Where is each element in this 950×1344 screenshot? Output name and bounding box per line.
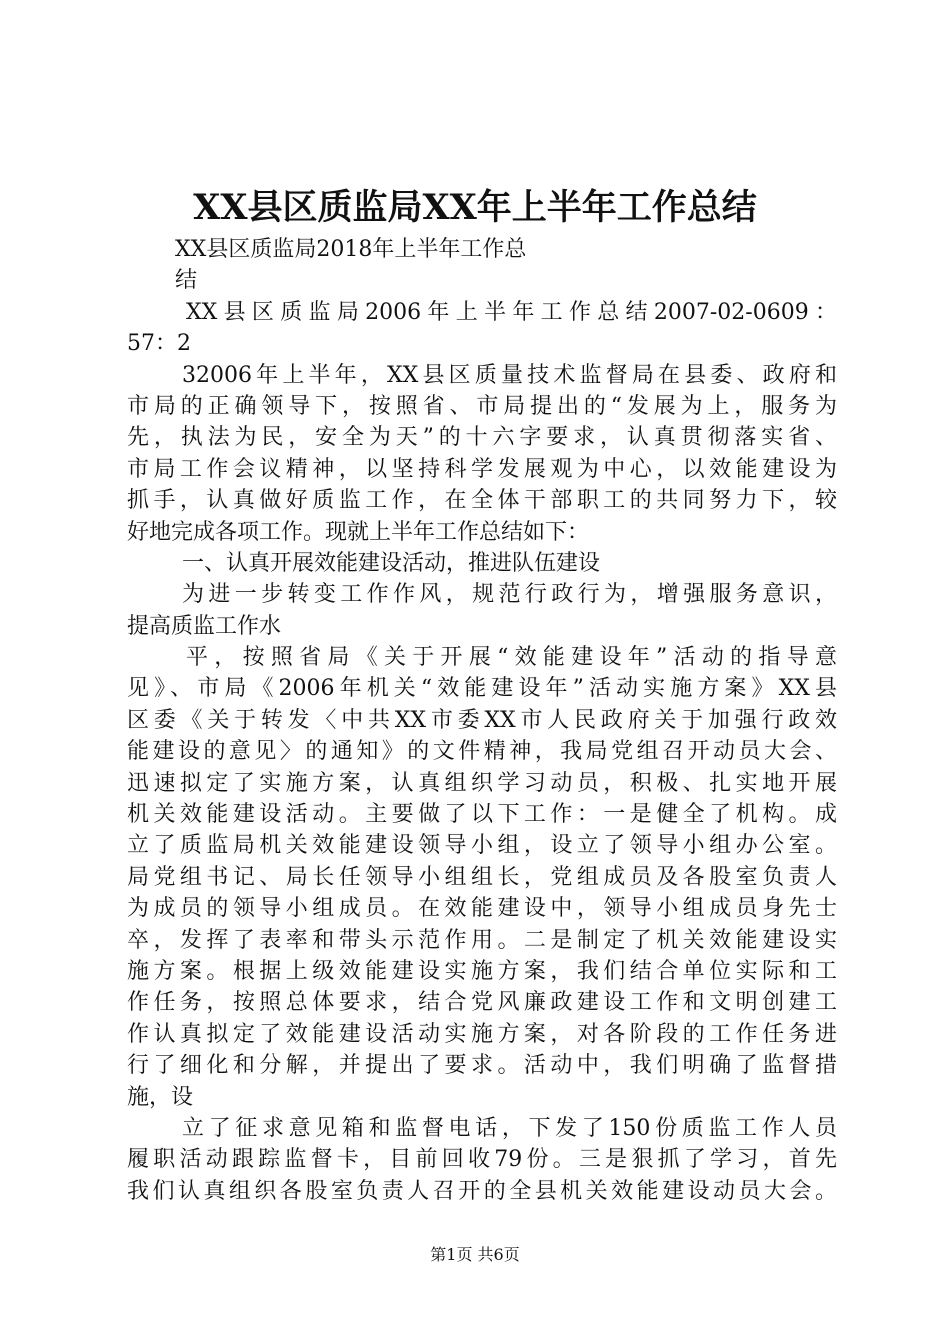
body-line: XX县区质监局2006年上半年工作总结2007-02-0609：	[186, 299, 837, 325]
document-body	[127, 234, 837, 1207]
body-line: 施，设	[127, 1084, 194, 1110]
body-line: XX县区质监局2018年上半年工作总	[175, 237, 527, 262]
body-line: 迅速拟定了实施方案，认真组织学习动员，积极、扎实地开展	[127, 770, 837, 796]
body-line: 局党组书记、局长任领导小组组长，党组成员及各股室负责人	[127, 864, 837, 890]
body-line: 好地完成各项工作。现就上半年工作总结如下：	[127, 519, 590, 545]
body-line: 见》、市局《2006年机关“效能建设年”活动实施方案》XX县	[127, 676, 837, 702]
body-line: 履职活动跟踪监督卡，目前回收79份。三是狠抓了学习，首先	[127, 1147, 837, 1173]
body-line: 立了征求意见箱和监督电话，下发了150份质监工作人员	[182, 1115, 837, 1141]
body-line: 57：2	[127, 331, 191, 357]
page-number-footer: 第1页 共6页	[430, 1245, 520, 1264]
body-line: 立了质监局机关效能建设领导小组，设立了领导小组办公室。	[127, 833, 837, 859]
body-line: 32006年上半年，XX县区质量技术监督局在县委、政府和	[182, 362, 837, 388]
body-line: 市局工作会议精神，以坚持科学发展观为中心，以效能建设为	[127, 456, 837, 482]
body-line: 为成员的领导小组成员。在效能建设中，领导小组成员身先士	[127, 896, 837, 922]
body-line: 结	[175, 268, 198, 294]
body-line: 行了细化和分解，并提出了要求。活动中，我们明确了监督措	[127, 1053, 837, 1079]
body-line: 卒，发挥了表率和带头示范作用。二是制定了机关效能建设实	[127, 927, 837, 953]
body-line: 平，按照省局《关于开展“效能建设年”活动的指导意	[186, 645, 837, 671]
body-line: 作任务，按照总体要求，结合党风廉政建设工作和文明创建工	[127, 990, 837, 1016]
body-line: 先，执法为民，安全为天”的十六字要求，认真贯彻落实省、	[127, 425, 837, 451]
body-line: 市局的正确领导下，按照省、市局提出的“发展为上，服务为	[127, 393, 837, 419]
body-line: 作认真拟定了效能建设活动实施方案，对各阶段的工作任务进	[127, 1021, 837, 1047]
body-line: 为进一步转变工作作风，规范行政行为，增强服务意识，	[182, 582, 837, 608]
body-line: 我们认真组织各股室负责人召开的全县机关效能建设动员大会。	[127, 1178, 837, 1204]
body-line: 机关效能建设活动。主要做了以下工作：一是健全了机构。成	[127, 802, 837, 828]
body-line: 施方案。根据上级效能建设实施方案，我们结合单位实际和工	[127, 958, 837, 984]
body-line: 能建设的意见〉的通知》的文件精神，我局党组召开动员大会、	[127, 739, 837, 765]
document-title: XX县区质监局XX年上半年工作总结	[193, 187, 757, 228]
body-line: 抓手，认真做好质监工作，在全体干部职工的共同努力下，较	[127, 488, 837, 514]
body-line: 提高质监工作水	[127, 613, 282, 639]
body-line: 区委《关于转发〈中共XX市委XX市人民政府关于加强行政效	[127, 707, 837, 733]
section-heading: 一、认真开展效能建设活动，推进队伍建设	[182, 550, 601, 576]
